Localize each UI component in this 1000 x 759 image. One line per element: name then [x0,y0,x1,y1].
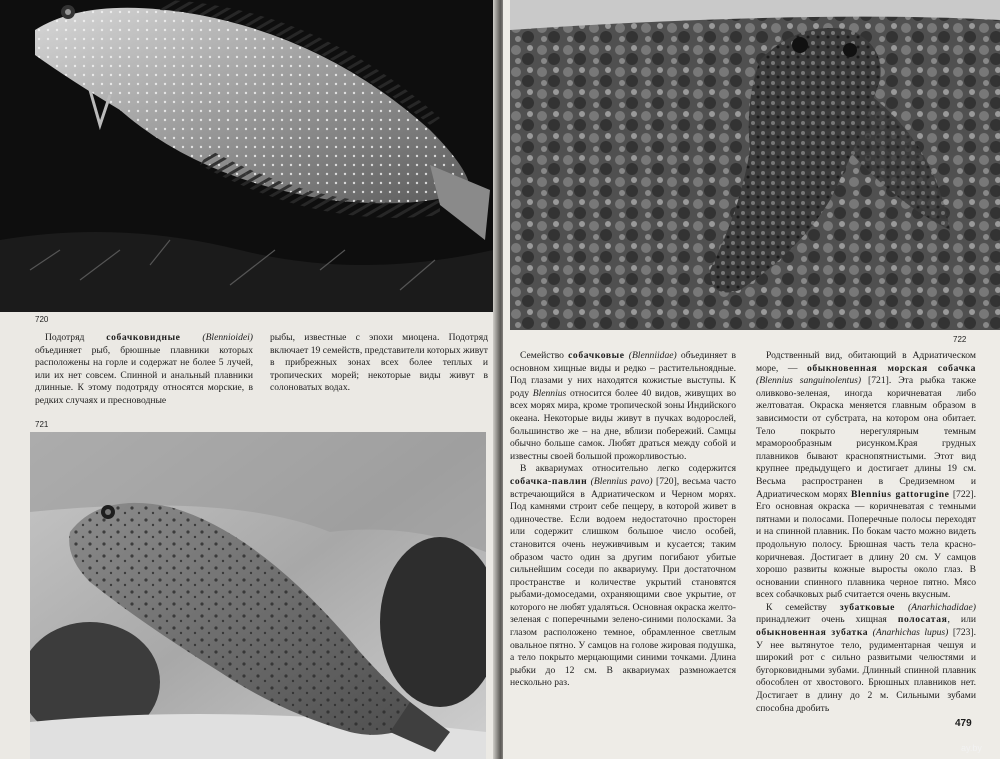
text: [720], весьма часто встречающийся в Адриатическом и Черном морях. Под камнями строит себе пещеру, в которой живет в одиночестве. Если водоем недостаточно просторен или содержит слишком большое число особей, становится очень неуживчивым и кусается; таким образом часто один за другим погибают убитые сильнейшим соседи по аквариуму. При достаточном пространстве и количестве укрытий становятся рыбами-домоседами, охраняющими свое укрытие, от которого не любят удаляться. Основная окраска желто-зеленая с поперечными зелено-синими полосками. За глазом расположено темное, обрамленное светлым овальное пятно. У самцов на голове жировая подушка, а тело покрыто мерцающими синими точками. Длина рыбки до 12 см. В аквариумах размножается нескольно раз. [510,475,736,689]
left-page [0,0,497,759]
text: объединяет в основном хищные виды и редко – растительноядные. Под глазами у них находятся кожистые выступы. К роду [510,350,736,399]
term: собачковидные [106,332,181,343]
paragraph [35,332,253,408]
text: Семейство [520,350,569,361]
figure-number-721: 721 [35,420,49,429]
figure-number-720: 720 [35,315,49,324]
text: [722]. Его основная окраска — коричневатая с темными пятнами и полосами. Поперечные полосы переходят и на спинной плавник. По бокам часто можно видеть продольную полосу. Брюшная часть тела красно-коричневая. Достигает в длину 20 см. У самцов хорошо развиты кожные выросты около глаз. В основании спинного плавника черное пятно. Мясо всех собачковых рыб считается очень вкусным. [756,488,977,601]
text: В аквариумах относительно легко содержится [520,463,736,475]
latin-name: (Blennioidei) [180,332,253,343]
term: полосатая [897,614,948,626]
right-text-column-2 [756,350,976,715]
text: Родственный вид, обитающий в Адриатическом море, — [756,350,976,374]
paragraph: рыбы, известные с эпохи миоцена. Подотряд включает 19 семейств, представители которых живут в прибрежных зонах всех более теплых и тропических морей; некоторые виды живут в солоноватых водах. [270,332,488,394]
photo-fish-722 [510,0,1000,330]
term: собачка-павлин [510,475,588,487]
text: [723]. У нее вытянутое тело, рудиментарная чешуя и широкий рот с сильно развитыми челюстями и бугорковидными зубами. Длинный спинной плавник обособлен от хвостового. Брюшных плавников нет. Достигает в длину до 2 м. Сильными зубами способна дробить [756,627,977,714]
figure-number-722: 722 [953,335,967,344]
watermark: ay.by [961,743,982,753]
latin-name: (Blennius sanguinolentus) [756,375,869,387]
paragraph [510,350,736,463]
term: собачковые [568,350,625,361]
term: обыкновенная морская собачка [806,362,976,374]
latin-name: (Anarhichas lupus) [868,627,953,639]
text: Подотряд [45,332,107,343]
right-page [503,0,1000,759]
latin-name: (Anarhichadidae) [895,601,976,613]
page-number: 479 [955,718,972,729]
text: объединяет рыб, брюшные плавники которых расположены на горле и содержат не более 5 лучей, или их нет совсем. Спинной и анальный плавники длинные. К этому подотряду относятся морские, в редких случаях и пресноводные [35,344,253,406]
paragraph [756,350,976,602]
paragraph [756,602,976,715]
text: К семейству [766,601,840,613]
text: относится более 40 видов, живущих во всех морях мира, кроме тропической зоны Индийского океана. Некоторые виды живут в пучках водорослей, большинство же – на дне, вблизи побережий. Самцы обычно больше самок. Любят драться между собой и известны своей большой прожорливостью. [510,387,736,462]
photo-fish-721 [30,432,486,759]
term: Blennius gattorugine [851,488,950,500]
latin-name: (Blenniidae) [624,350,681,361]
term: зубатковые [839,601,896,613]
photo-fish-720 [0,0,493,312]
text: , или [947,614,976,626]
paragraph [510,463,736,690]
text: принадлежит очень хищная [756,614,898,626]
latin-name: (Blennius pavo) [587,475,656,487]
text: [721]. Эта рыбка также оливково-зеленая, иногда коричневатая либо желтоватая. Окраска меняется главным образом в зависимости от субстрата, на котором она обитает. Тело покрыто нерегулярным темным мраморообразным рисунком.Края грудных плавников бывают краснопятнистыми. Этот вид крупнее предыдущего и достигает длины 19 см. Весьма распространен в Средиземном и Адриатическом морях [756,375,976,500]
latin-name: Blennius [532,387,567,399]
term: обыкновенная зубатка [756,627,869,639]
right-text-column-1 [510,350,736,690]
left-text-column-2 [270,332,488,395]
left-text-column-1 [35,332,253,408]
